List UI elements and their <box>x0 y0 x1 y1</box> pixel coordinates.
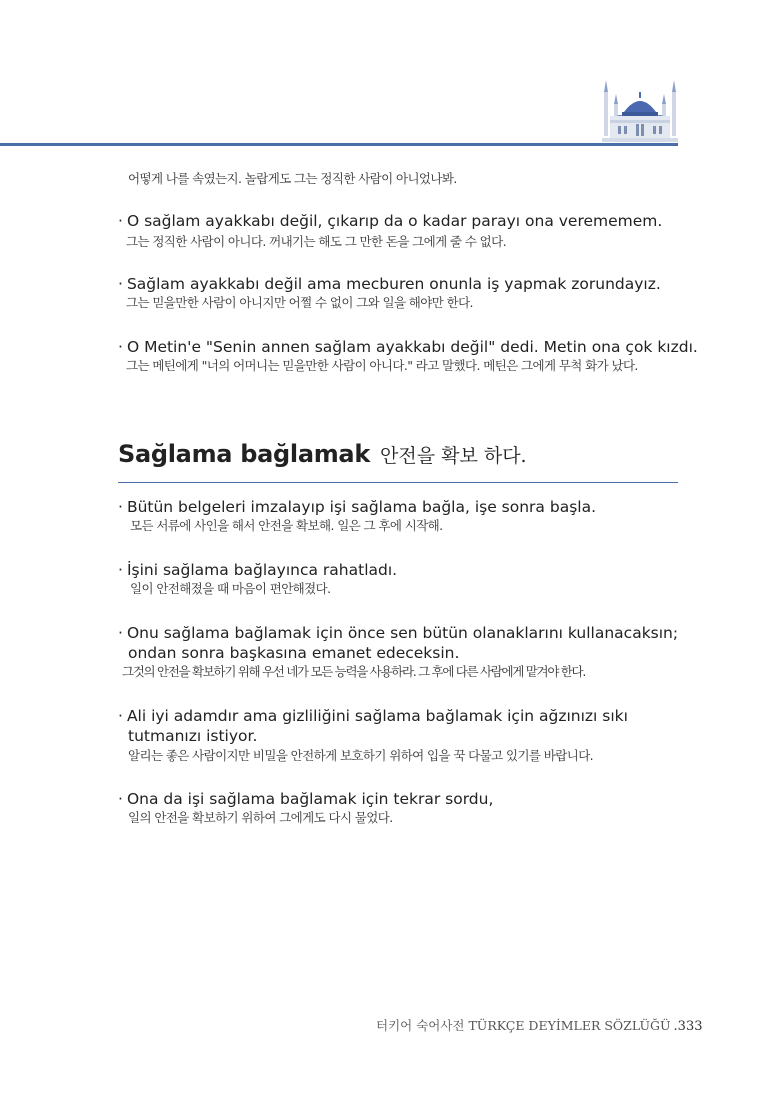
example-turkish-continued: tutmanızı istiyor. <box>128 727 258 745</box>
example-turkish: · İşini sağlama bağlayınca rahatladı. <box>118 561 398 579</box>
example-korean: 일이 안전해졌을 때 마음이 편안해졌다. <box>130 581 331 596</box>
example-turkish: · Ali iyi adamdır ama gizliliğini sağlama bağlamak için ağzınızı sıkı <box>118 707 628 725</box>
book-title: 터키어 숙어사전 TÜRKÇE DEYİMLER SÖZLÜĞÜ <box>376 1018 671 1033</box>
mosque-icon <box>598 78 682 144</box>
idiom-heading <box>118 440 527 468</box>
example-turkish: · Ona da işi sağlama bağlamak için tekrar sordu, <box>118 790 494 808</box>
header-rule <box>0 143 678 146</box>
idiom-korean: 안전을 확보 하다. <box>379 445 527 467</box>
example-korean: 모든 서류에 사인을 해서 안전을 확보해. 일은 그 후에 시작해. <box>130 518 443 533</box>
example-korean: 그는 메틴에게 "너의 어머니는 믿을만한 사람이 아니다." 라고 말했다. 메틴은 그에게 무척 화가 났다. <box>126 358 638 373</box>
example-turkish: · Bütün belgeleri imzalayıp işi sağlama bağla, işe sonra başla. <box>118 498 597 516</box>
example-turkish: · Onu sağlama bağlamak için önce sen bütün olanaklarını kullanacaksın; <box>118 624 679 642</box>
page-footer <box>376 1016 703 1034</box>
example-turkish: · Sağlam ayakkabı değil ama mecburen onunla iş yapmak zorundayız. <box>118 275 661 293</box>
heading-rule <box>118 482 678 483</box>
example-turkish: · O sağlam ayakkabı değil, çıkarıp da o kadar parayı ona verememem. <box>118 212 663 230</box>
example-korean: 알리는 좋은 사람이지만 비밀을 안전하게 보호하기 위하여 입을 꾹 다물고 있기를 바랍니다. <box>128 748 594 763</box>
example-turkish-continued: ondan sonra başkasına emanet edeceksin. <box>128 644 460 662</box>
page-number: .333 <box>673 1019 703 1034</box>
example-korean: 그것의 안전을 확보하기 위해 우선 네가 모든 능력을 사용하라. 그 후에 다른 사람에게 맡겨야 한다. <box>122 664 586 679</box>
idiom-turkish: Sağlama bağlamak <box>118 440 370 468</box>
example-turkish: · O Metin'e "Senin annen sağlam ayakkabı değil" dedi. Metin ona çok kızdı. <box>118 338 698 356</box>
example-korean: 일의 안전을 확보하기 위하여 그에게도 다시 물었다. <box>128 810 393 825</box>
example-korean: 그는 믿을만한 사람이 아니지만 어쩔 수 없이 그와 일을 해야만 한다. <box>126 295 473 310</box>
example-korean: 그는 정직한 사람이 아니다. 꺼내기는 해도 그 만한 돈을 그에게 줄 수 없다. <box>126 234 507 249</box>
continuation-korean: 어떻게 나를 속였는지. 놀랍게도 그는 정직한 사람이 아니었나봐. <box>128 171 457 186</box>
